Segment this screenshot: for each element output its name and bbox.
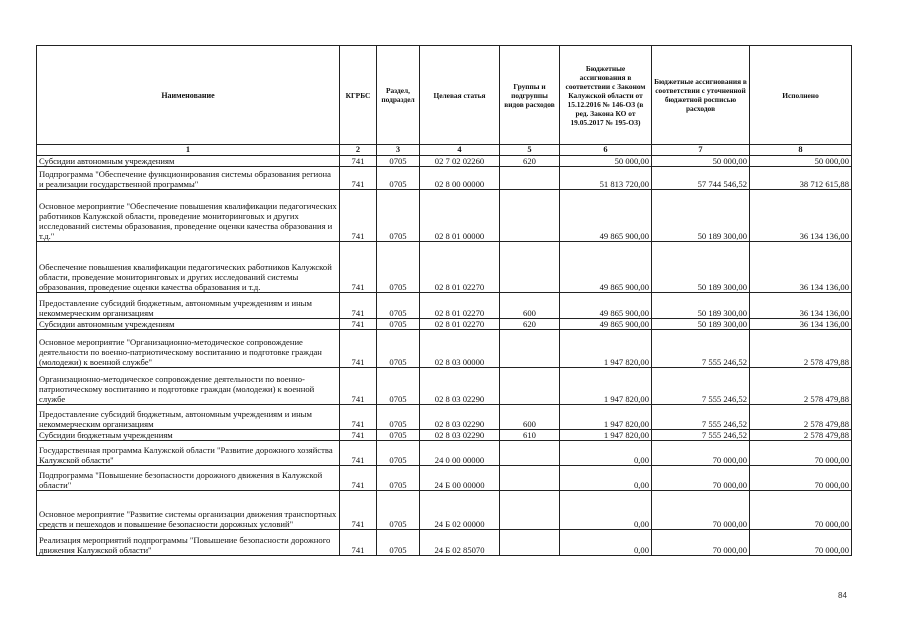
cell-name: Предоставление субсидий бюджетным, автономным учреждениям и иным некоммерческим организациям [37, 405, 340, 430]
cell-refined: 70 000,00 [652, 491, 750, 530]
cell-kgrbs: 741 [340, 491, 377, 530]
cell-section: 0705 [377, 156, 420, 167]
page-number: 84 [838, 591, 847, 600]
cell-name: Организационно-методическое сопровождение деятельности по военно-патриотическому воспитанию и подготовке граждан (молодежи) к военной службе [37, 368, 340, 405]
cell-done: 2 578 479,88 [750, 330, 852, 368]
cell-target: 02 7 02 02260 [420, 156, 500, 167]
cell-target: 24 Б 02 85070 [420, 530, 500, 556]
cell-kgrbs: 741 [340, 530, 377, 556]
cell-name: Подпрограмма "Повышение безопасности дорожного движения в Калужской области" [37, 466, 340, 491]
cell-refined: 50 189 300,00 [652, 293, 750, 319]
col-refined-header: Бюджетные ассигнования в соответствии с уточненной бюджетной росписью расходов [652, 46, 750, 145]
cell-refined: 50 189 300,00 [652, 319, 750, 330]
cell-vr [500, 190, 560, 242]
table-row [37, 491, 852, 530]
cell-vr [500, 441, 560, 466]
cell-law: 0,00 [560, 441, 652, 466]
cell-law: 50 000,00 [560, 156, 652, 167]
cell-vr [500, 530, 560, 556]
cell-refined: 50 000,00 [652, 156, 750, 167]
cell-kgrbs: 741 [340, 368, 377, 405]
cell-target: 24 0 00 00000 [420, 441, 500, 466]
cell-vr: 610 [500, 430, 560, 441]
cell-law: 0,00 [560, 530, 652, 556]
cell-target: 02 8 03 02290 [420, 405, 500, 430]
header-row [37, 46, 852, 145]
cell-target: 02 8 03 00000 [420, 330, 500, 368]
col-name-header: Наименование [37, 46, 340, 145]
table-row [37, 156, 852, 167]
cell-target: 02 8 01 00000 [420, 190, 500, 242]
cell-kgrbs: 741 [340, 293, 377, 319]
cell-section: 0705 [377, 242, 420, 293]
cell-target: 02 8 03 02290 [420, 368, 500, 405]
cell-vr: 620 [500, 319, 560, 330]
cell-vr [500, 167, 560, 190]
col-number: 6 [560, 145, 652, 156]
cell-refined: 7 555 246,52 [652, 368, 750, 405]
cell-target: 02 8 01 02270 [420, 293, 500, 319]
cell-name: Предоставление субсидий бюджетным, автономным учреждениям и иным некоммерческим организациям [37, 293, 340, 319]
table-row [37, 167, 852, 190]
col-number: 4 [420, 145, 500, 156]
cell-section: 0705 [377, 466, 420, 491]
cell-done: 36 134 136,00 [750, 319, 852, 330]
cell-kgrbs: 741 [340, 167, 377, 190]
cell-name: Обеспечение повышения квалификации педагогических работников Калужской области, проведение мониторинговых и других исследований системы образования, проведение оценки качества образования и т.д. [37, 242, 340, 293]
cell-section: 0705 [377, 491, 420, 530]
cell-kgrbs: 741 [340, 242, 377, 293]
table-row [37, 368, 852, 405]
cell-name: Основное мероприятие "Развитие системы организации движения транспортных средств и пешеходов и повышение безопасности дорожных условий" [37, 491, 340, 530]
cell-done: 50 000,00 [750, 156, 852, 167]
table-row [37, 405, 852, 430]
cell-refined: 70 000,00 [652, 441, 750, 466]
cell-done: 36 134 136,00 [750, 190, 852, 242]
cell-kgrbs: 741 [340, 441, 377, 466]
cell-section: 0705 [377, 368, 420, 405]
cell-section: 0705 [377, 167, 420, 190]
cell-section: 0705 [377, 319, 420, 330]
table-row [37, 430, 852, 441]
col-number: 2 [340, 145, 377, 156]
table-row [37, 242, 852, 293]
col-groups-header: Группы и подгруппы видов расходов [500, 46, 560, 145]
cell-name: Основное мероприятие "Обеспечение повышения квалификации педагогических работников Калужской области, проведение мониторинговых и других исследований системы образования, проведение оценки качества образования и т.д." [37, 190, 340, 242]
cell-law: 1 947 820,00 [560, 405, 652, 430]
column-numbers-row [37, 145, 852, 156]
cell-done: 36 134 136,00 [750, 293, 852, 319]
cell-refined: 57 744 546,52 [652, 167, 750, 190]
cell-done: 2 578 479,88 [750, 405, 852, 430]
cell-vr [500, 368, 560, 405]
cell-section: 0705 [377, 293, 420, 319]
cell-section: 0705 [377, 530, 420, 556]
cell-section: 0705 [377, 441, 420, 466]
col-number: 7 [652, 145, 750, 156]
table-row [37, 530, 852, 556]
cell-name: Основное мероприятие "Организационно-методическое сопровождение деятельности по военно-патриотическому воспитанию и подготовке граждан (молодежи) к военной службе" [37, 330, 340, 368]
cell-kgrbs: 741 [340, 405, 377, 430]
cell-law: 51 813 720,00 [560, 167, 652, 190]
cell-done: 2 578 479,88 [750, 430, 852, 441]
cell-refined: 70 000,00 [652, 530, 750, 556]
cell-name: Подпрограмма "Обеспечение функционирования системы образования региона и реализации государственной программы" [37, 167, 340, 190]
cell-law: 0,00 [560, 466, 652, 491]
cell-law: 49 865 900,00 [560, 293, 652, 319]
cell-name: Субсидии автономным учреждениям [37, 156, 340, 167]
cell-law: 1 947 820,00 [560, 330, 652, 368]
cell-section: 0705 [377, 330, 420, 368]
cell-kgrbs: 741 [340, 319, 377, 330]
cell-done: 70 000,00 [750, 466, 852, 491]
col-number: 3 [377, 145, 420, 156]
table-row [37, 319, 852, 330]
cell-refined: 50 189 300,00 [652, 190, 750, 242]
cell-law: 49 865 900,00 [560, 242, 652, 293]
cell-section: 0705 [377, 430, 420, 441]
cell-target: 24 Б 02 00000 [420, 491, 500, 530]
table-row [37, 190, 852, 242]
table-row [37, 293, 852, 319]
col-done-header: Исполнено [750, 46, 852, 145]
col-section-header: Раздел, подраздел [377, 46, 420, 145]
cell-target: 24 Б 00 00000 [420, 466, 500, 491]
col-number: 8 [750, 145, 852, 156]
cell-section: 0705 [377, 190, 420, 242]
cell-name: Государственная программа Калужской области "Развитие дорожного хозяйства Калужской области" [37, 441, 340, 466]
cell-refined: 70 000,00 [652, 466, 750, 491]
cell-name: Субсидии бюджетным учреждениям [37, 430, 340, 441]
cell-done: 38 712 615,88 [750, 167, 852, 190]
cell-law: 1 947 820,00 [560, 430, 652, 441]
cell-done: 36 134 136,00 [750, 242, 852, 293]
cell-kgrbs: 741 [340, 330, 377, 368]
col-law-header: Бюджетные ассигнования в соответствии с Законом Калужской области от 15.12.2016 № 146-ОЗ (в ред. Закона КО от 19.05.2017 № 195-ОЗ) [560, 46, 652, 145]
cell-target: 02 8 01 02270 [420, 319, 500, 330]
cell-law: 49 865 900,00 [560, 190, 652, 242]
cell-vr: 600 [500, 405, 560, 430]
cell-law: 49 865 900,00 [560, 319, 652, 330]
col-number: 5 [500, 145, 560, 156]
table-row [37, 466, 852, 491]
budget-table [36, 45, 852, 556]
cell-refined: 7 555 246,52 [652, 405, 750, 430]
cell-done: 70 000,00 [750, 491, 852, 530]
cell-target: 02 8 03 02290 [420, 430, 500, 441]
cell-vr: 620 [500, 156, 560, 167]
cell-section: 0705 [377, 405, 420, 430]
cell-kgrbs: 741 [340, 430, 377, 441]
cell-done: 70 000,00 [750, 530, 852, 556]
cell-vr: 600 [500, 293, 560, 319]
cell-kgrbs: 741 [340, 466, 377, 491]
col-kgrbs-header: КГРБС [340, 46, 377, 145]
cell-target: 02 8 01 02270 [420, 242, 500, 293]
table-row [37, 441, 852, 466]
cell-vr [500, 242, 560, 293]
cell-done: 70 000,00 [750, 441, 852, 466]
cell-target: 02 8 00 00000 [420, 167, 500, 190]
cell-refined: 7 555 246,52 [652, 330, 750, 368]
cell-law: 1 947 820,00 [560, 368, 652, 405]
cell-kgrbs: 741 [340, 156, 377, 167]
cell-done: 2 578 479,88 [750, 368, 852, 405]
cell-law: 0,00 [560, 491, 652, 530]
table-row [37, 330, 852, 368]
cell-vr [500, 330, 560, 368]
col-number: 1 [37, 145, 340, 156]
col-target-header: Целевая статья [420, 46, 500, 145]
cell-vr [500, 466, 560, 491]
cell-name: Субсидии автономным учреждениям [37, 319, 340, 330]
cell-vr [500, 491, 560, 530]
cell-refined: 50 189 300,00 [652, 242, 750, 293]
cell-refined: 7 555 246,52 [652, 430, 750, 441]
cell-kgrbs: 741 [340, 190, 377, 242]
cell-name: Реализация мероприятий подпрограммы "Повышение безопасности дорожного движения Калужской области" [37, 530, 340, 556]
